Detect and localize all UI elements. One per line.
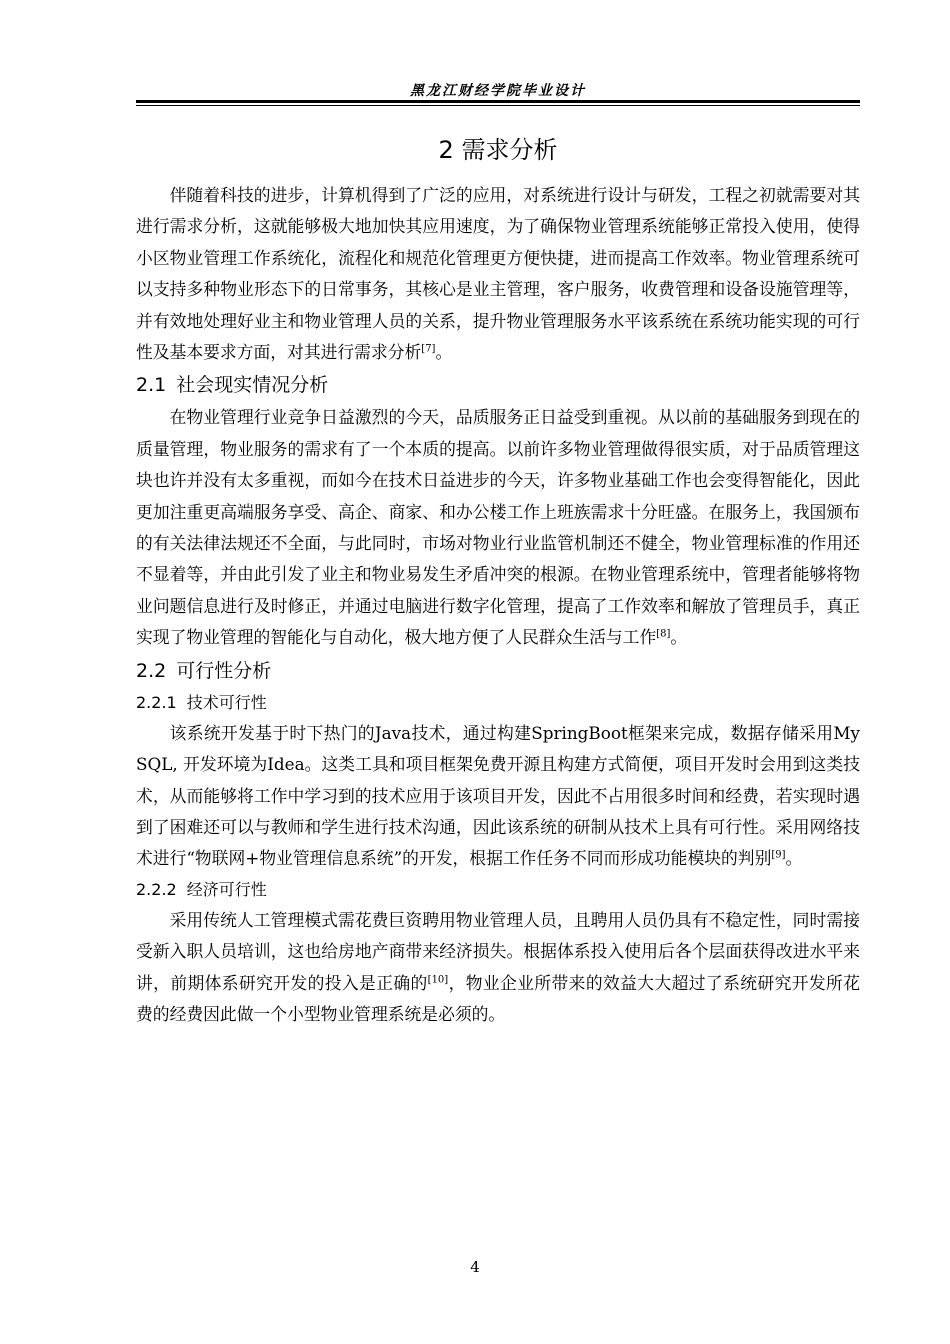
section-number: 2.1 (136, 374, 167, 397)
citation-10: [10] (427, 973, 449, 985)
subsection-heading-2-2-1 (136, 688, 860, 718)
subsection-number: 2.2.2 (136, 879, 177, 899)
section-2-1-paragraph (136, 402, 860, 653)
running-header: 黑龙江财经学院毕业设计 (410, 83, 586, 99)
citation-9: [9] (771, 849, 786, 861)
section-number: 2.2 (136, 659, 167, 682)
citation-7: [7] (421, 343, 436, 355)
page-number: 4 (470, 1258, 480, 1276)
paragraph-tail: 。 (785, 848, 803, 869)
subsection-2-2-1-paragraph (136, 718, 860, 875)
page-content (136, 132, 860, 1030)
paragraph-text: 采用传统人工管理模式需花费巨资聘用物业管理人员，且聘用人员仍具有不稳定性，同时需接受新入职人员培训，这也给房地产商带来经济损失。根据体系投入使用后各个层面获得改进水平来讲，前期体系研究开发的投入是正确的 (136, 909, 860, 993)
paragraph-text: 在物业管理行业竞争日益激烈的今天，品质服务正日益受到重视。从以前的基础服务到现在的质量管理，物业服务的需求有了一个本质的提高。以前许多物业管理做得很实质，对于品质管理这块也许并没有太多重视，而如今在技术日益进步的今天，许多物业基础工作也会变得智能化，因此更加注重更高端服务享受、高企、商家、和办公楼工作上班族需求十分旺盛。在服务上，我国颁布的有关法律法规还不全面，与此同时，市场对物业行业监管机制还不健全，物业管理标准的作用还不显着等，并由此引发了业主和物业易发生矛盾冲突的根源。在物业管理系统中，管理者能够将物业问题信息进行及时修正，并通过电脑进行数字化管理，提高了工作效率和解放了管理员手，真正实现了物业管理的智能化与自动化，极大地方便了人民群众生活与工作 (136, 407, 860, 648)
chapter-title: 2 需求分析 (438, 136, 558, 164)
subsection-2-2-2-paragraph (136, 905, 860, 1031)
paragraph-text: 该系统开发基于时下热门的Java技术，通过构建SpringBoot框架来完成，数据存储采用MySQL, 开发环境为Idea。这类工具和项目框架免费开源且构建方式简便，项目开发时会用到这类技术，从而能够将工作中学习到的技术应用于该项目开发，因此不占用很多时间和经费，若实现时遇到了困难还可以与教师和学生进行技术沟通，因此该系统的研制从技术上具有可行性。采用网络技术进行“物联网+物业管理信息系统”的开发，根据工作任务不同而形成功能模块的判别 (136, 722, 860, 869)
chapter-intro-paragraph (136, 180, 860, 368)
section-heading-2-1 (136, 368, 860, 402)
paragraph-tail: 。 (670, 627, 688, 648)
section-title: 可行性分析 (176, 659, 272, 682)
header-rule-thick (136, 100, 860, 103)
section-heading-2-2 (136, 654, 860, 688)
citation-8: [8] (656, 628, 671, 640)
header-rule-thin (136, 105, 860, 106)
section-title: 社会现实情况分析 (176, 374, 329, 397)
subsection-title: 经济可行性 (186, 879, 267, 899)
paragraph-tail: ，物业企业所带来的效益大大超过了系统研究开发所花费的经费因此做一个小型物业管理系统是必须的。 (136, 972, 860, 1024)
subsection-heading-2-2-2 (136, 875, 860, 905)
paragraph-tail: 。 (435, 342, 453, 363)
subsection-number: 2.2.1 (136, 692, 177, 712)
paragraph-text: 伴随着科技的进步，计算机得到了广泛的应用，对系统进行设计与研发，工程之初就需要对其进行需求分析，这就能够极大地加快其应用速度，为了确保物业管理系统能够正常投入使用，使得小区物业管理工作系统化，流程化和规范化管理更方便快捷，进而提高工作效率。物业管理系统可以支持多种物业形态下的日常事务，其核心是业主管理，客户服务，收费管理和设备设施管理等，并有效地处理好业主和物业管理人员的关系，提升物业管理服务水平该系统在系统功能实现的可行性及基本要求方面，对其进行需求分析 (136, 185, 860, 363)
subsection-title: 技术可行性 (186, 692, 267, 712)
